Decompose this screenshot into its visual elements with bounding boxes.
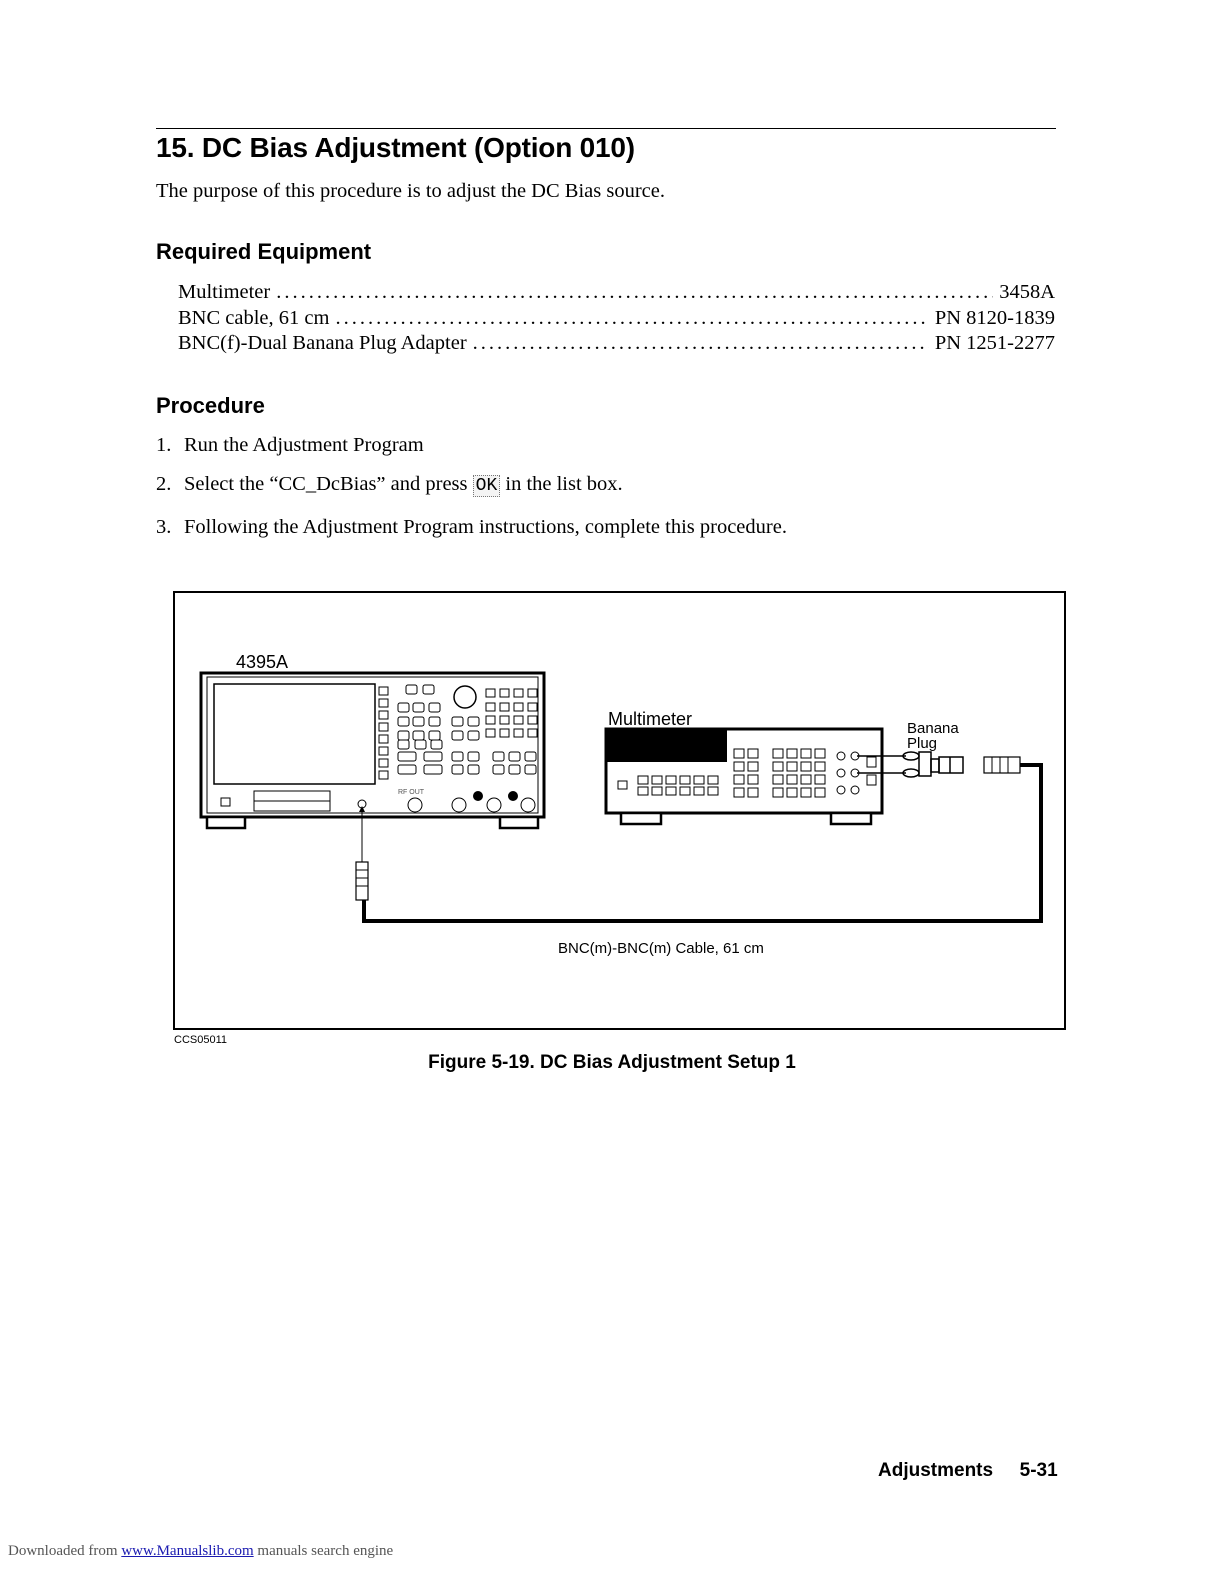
equipment-part: PN 1251-2277 [934,332,1055,354]
download-prefix: Downloaded from [8,1543,118,1559]
equipment-name: BNC cable, 61 cm [178,307,330,329]
banana-label-line2: Plug [907,735,938,752]
step-text-tail: in the list box. [505,473,623,495]
analyzer-4395a [201,673,544,828]
procedure-heading: Procedure [156,393,265,418]
step-number: 3. [156,516,172,538]
footer-page-number: 5-31 [1019,1460,1058,1481]
analyzer-label: 4395A [236,652,289,672]
rotary-knob [454,686,476,708]
equipment-part: PN 8120-1839 [934,307,1055,329]
page-footer [878,1460,1058,1482]
figure-code: CCS05011 [174,1034,227,1046]
multimeter-3458a [606,729,882,824]
equipment-heading: Required Equipment [156,239,372,264]
step-number: 2. [156,473,172,495]
equipment-name: Multimeter [178,281,271,303]
figure-caption: Figure 5-19. DC Bias Adjustment Setup 1 [428,1052,796,1073]
step-number: 1. [156,434,172,456]
step-text: Following the Adjustment Program instructions, complete this procedure. [184,516,787,538]
section-intro: The purpose of this procedure is to adjust the DC Bias source. [156,180,665,202]
rf-out-label: RF OUT [398,789,425,796]
manualslib-link[interactable]: www.Manualslib.com [121,1543,254,1559]
equipment-part: 3458A [999,281,1055,303]
download-notice [8,1543,393,1560]
analyzer-screen [214,684,375,784]
banana-label-line1: Banana [907,720,959,737]
multimeter-label: Multimeter [608,709,693,729]
step-text: Run the Adjustment Program [184,434,424,456]
cable-label: BNC(m)-BNC(m) Cable, 61 cm [558,940,764,957]
footer-section: Adjustments [878,1460,994,1481]
step-text: Select the “CC_DcBias” and press [184,473,468,495]
download-suffix: manuals search engine [257,1543,394,1559]
equipment-name: BNC(f)-Dual Banana Plug Adapter [178,332,467,354]
section-title: 15. DC Bias Adjustment (Option 010) [156,132,635,163]
ok-softkey: OK [473,475,501,497]
multimeter-display [606,729,727,762]
